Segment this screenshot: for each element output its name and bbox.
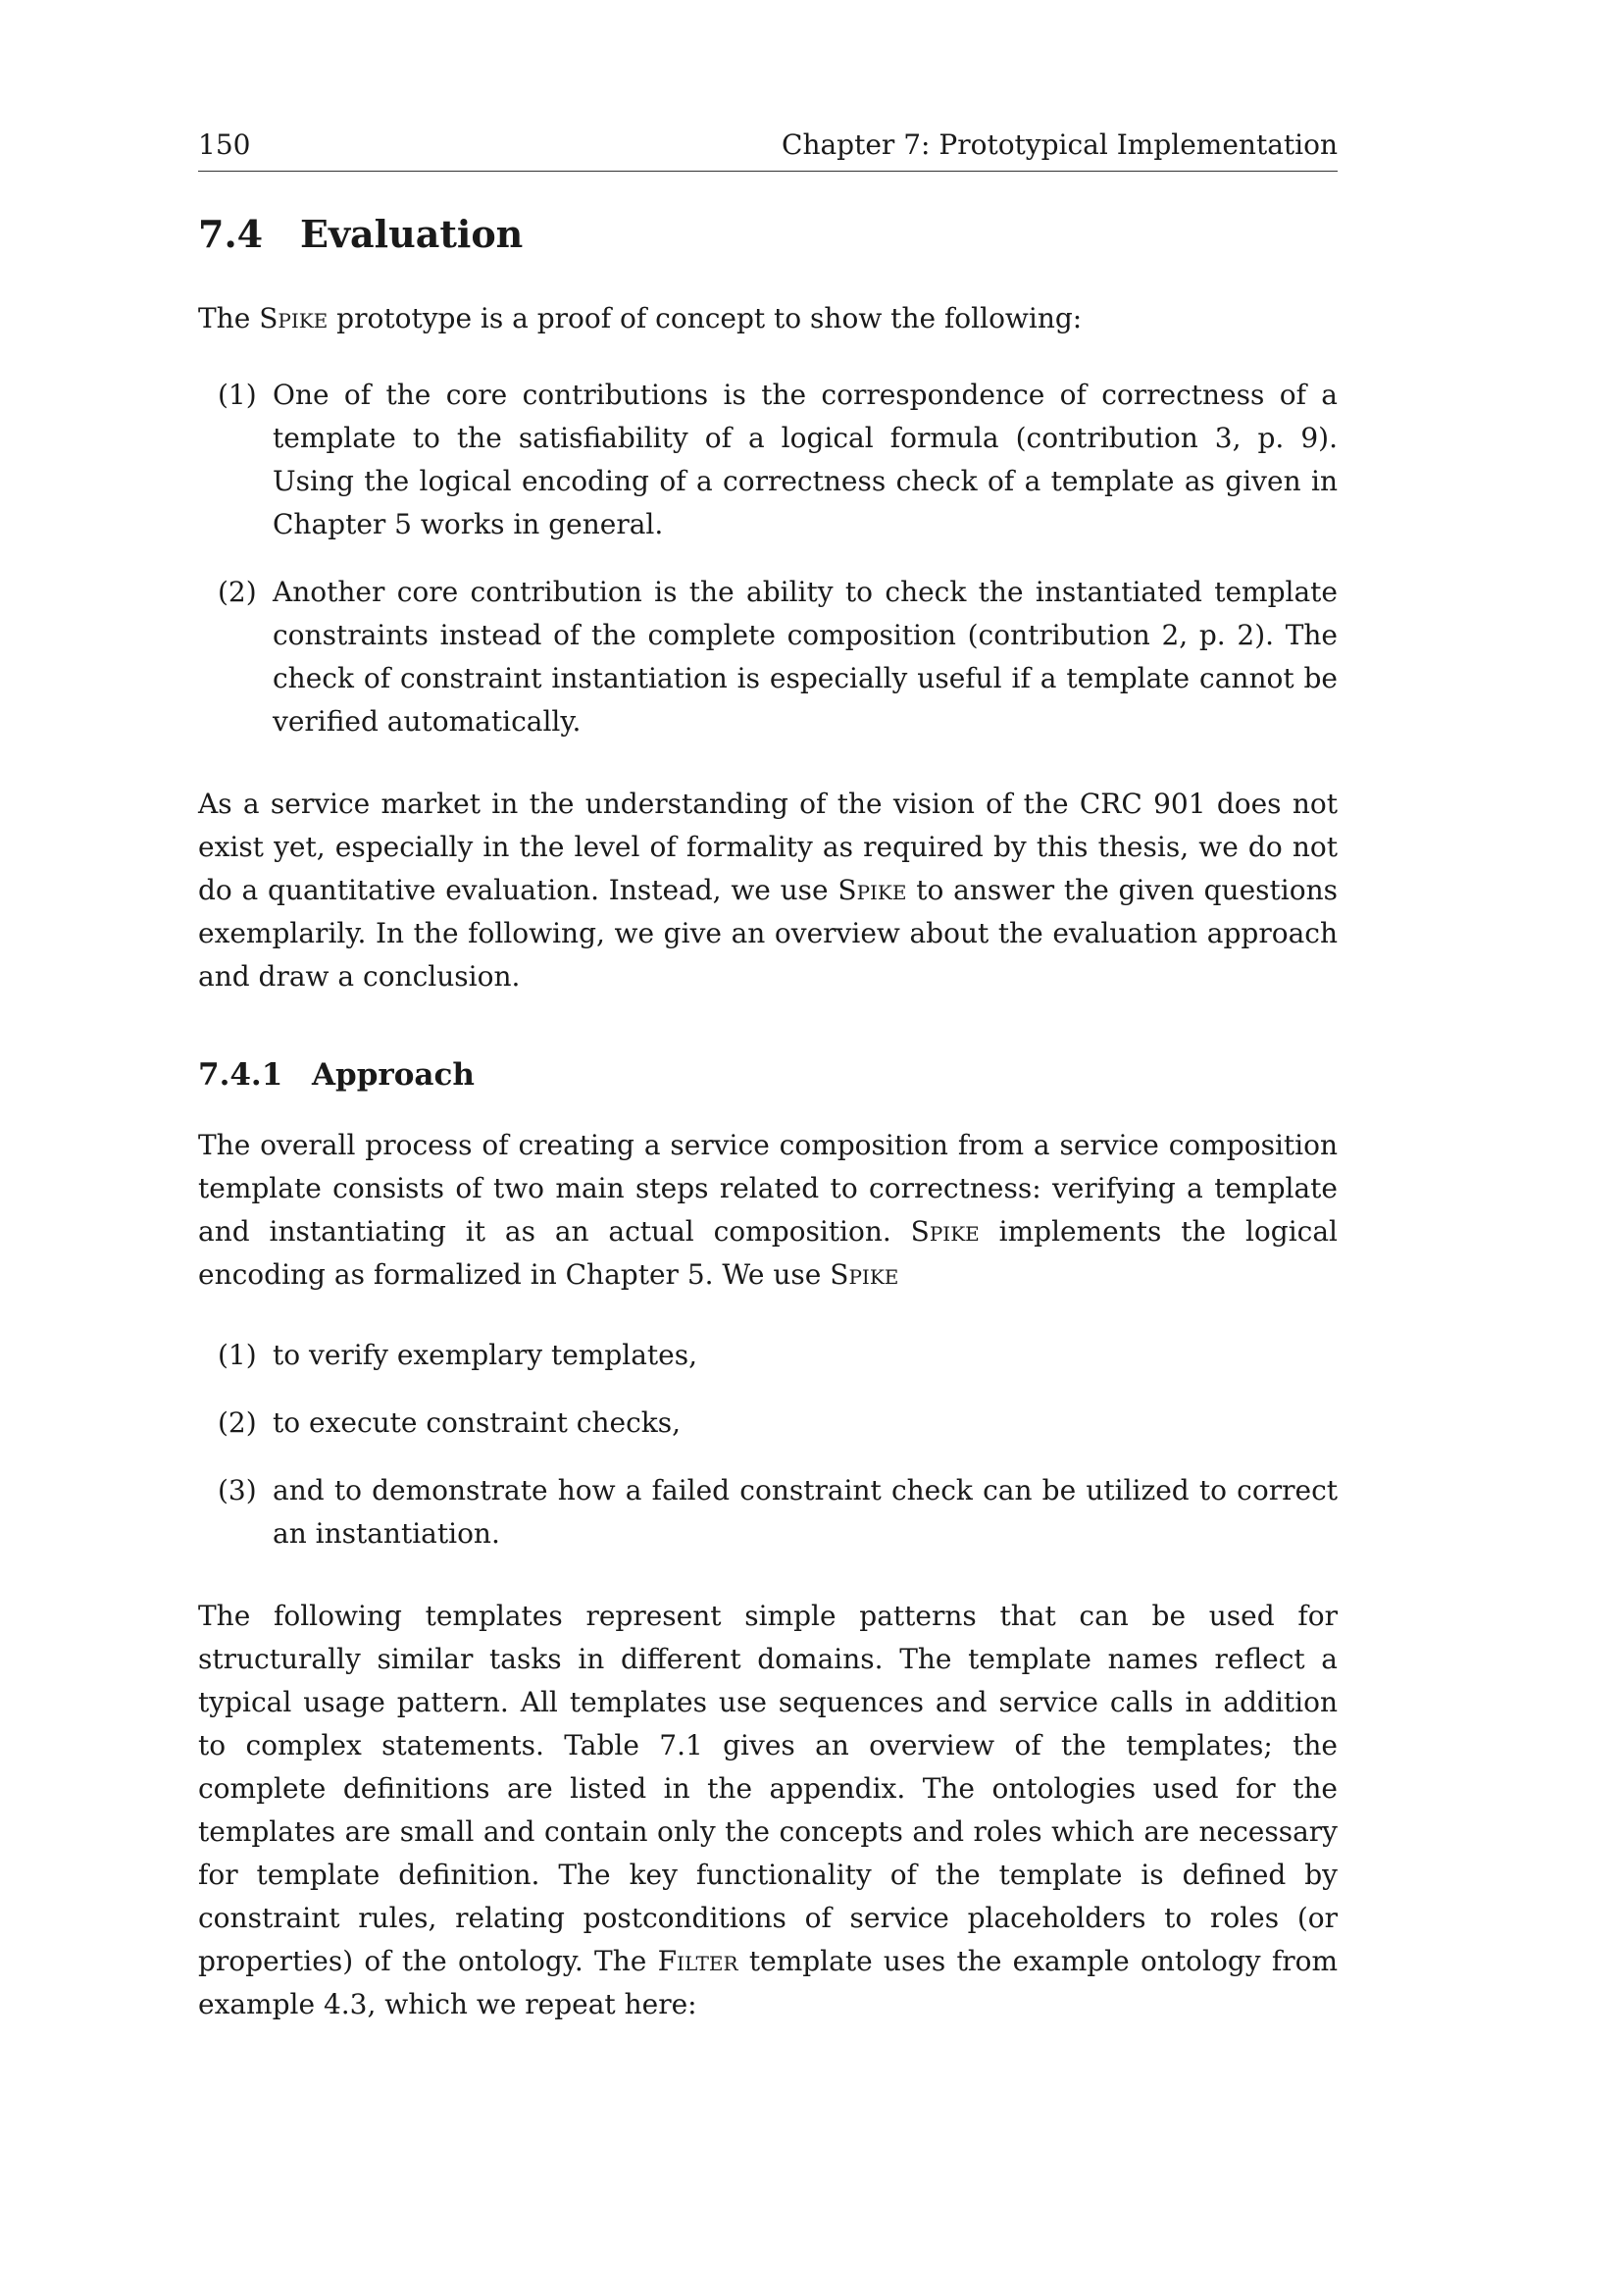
running-header [198,128,1338,172]
chapter-title: Chapter 7: Prototypical Implementation [782,128,1338,161]
spike-name: Spike [830,1258,899,1291]
list-item-text: and to demonstrate how a failed constraint check can be utilized to correct an instantiation. [273,1474,1338,1550]
templates-paragraph: The following templates represent simple patterns that can be used for structurally similar tasks in different domains. The template names reflect a typical usage pattern. All templates use sequences and service calls in addition to complex statements. Table 7.1 gives an overview of the templates; the complete definitions are listed in the appendix. The ontologies used for the templates are small and contain only the concepts and roles which are necessary for template definition. The key functionality of the template is defined by constraint rules, relating postconditions of service placeholders to roles (or properties) of the ontology. The Filter template uses the example ontology from example 4.3, which we repeat here: [198,1600,1338,2020]
list-item-text: Another core contribution is the ability to check the instantiated template constraints instead of the complete composition (contribution 2, p. 2). The check of constraint instantiation is especially useful if a template cannot be verified automatically. [273,576,1338,738]
intro-paragraph: The Spike prototype is a proof of concept to show the following: [198,302,1083,334]
market-paragraph: As a service market in the understanding of the vision of the CRC 901 does not exist yet, especially in the level of formality as required by this thesis, we do not do a quantitative evaluation. Instead, we use Spike to answer the given questions exemplarily. In the following, we give an overview about the evaluation approach and draw a conclusion. [198,788,1338,993]
list-item [218,571,1338,743]
goals-list [198,374,1338,743]
list-item-label: (2) [218,1406,257,1439]
list-item-label: (2) [218,576,257,608]
spike-name: Spike [837,874,907,906]
section-number: 7.4 [198,212,264,256]
list-item [218,1402,1338,1445]
list-item [218,1469,1338,1556]
list-item [218,374,1338,546]
spike-name: Spike [259,302,329,334]
section-heading [198,211,1338,258]
list-item [218,1334,1338,1377]
subsection-heading [198,1055,1338,1095]
page [198,128,1338,2026]
list-item-text: to verify exemplary templates, [273,1339,698,1371]
subsection-title: Approach [312,1057,475,1093]
spike-name: Spike [910,1215,980,1248]
page-number: 150 [198,128,251,161]
uses-list [198,1334,1338,1556]
list-item-label: (3) [218,1474,257,1506]
approach-paragraph: The overall process of creating a service composition from a service composition template consists of two main steps related to correctness: verifying a template and instantiating it as an actual composition. Spike implements the logical encoding as formalized in Chapter 5. We use Spike [198,1129,1338,1291]
subsection-number: 7.4.1 [198,1057,283,1093]
list-item-text: One of the core contributions is the correspondence of correctness of a template to the satisfiability of a logical formula (contribution 3, p. 9). Using the logical encoding of a correctness check of a template as given in Chapter 5 works in general. [273,379,1338,540]
list-item-label: (1) [218,379,257,411]
list-item-label: (1) [218,1339,257,1371]
section-title: Evaluation [300,212,524,256]
filter-name: Filter [657,1945,738,1977]
list-item-text: to execute constraint checks, [273,1406,681,1439]
